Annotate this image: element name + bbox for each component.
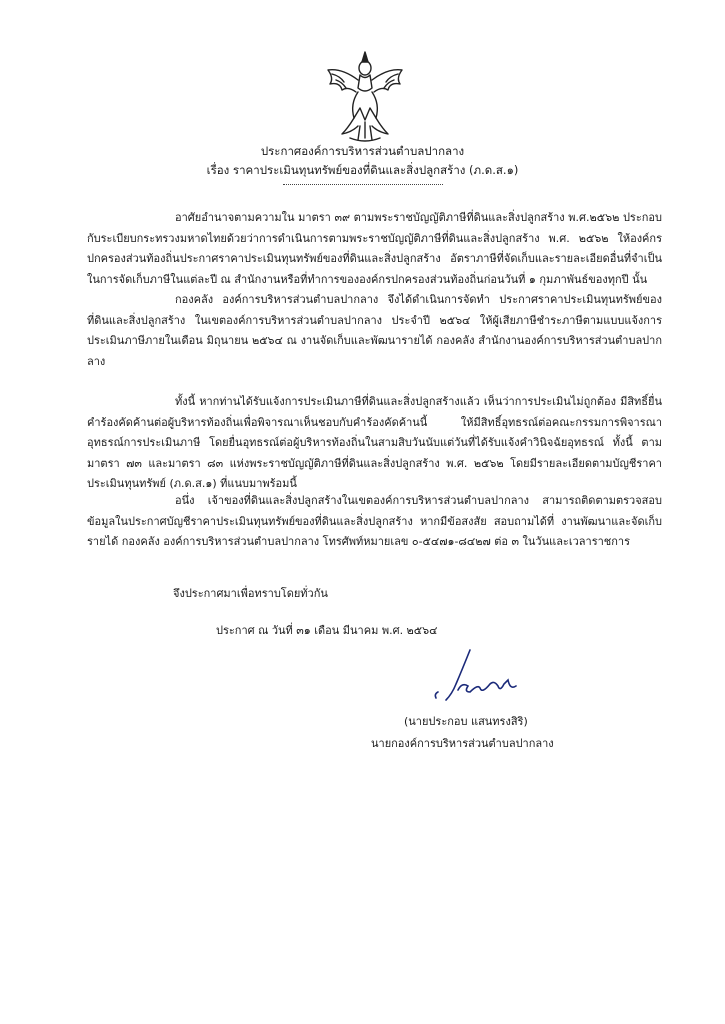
paragraph-appeal-rights: ทั้งนี้ หากท่านได้รับแจ้งการประเมินภาษีที่ดินและสิ่งปลูกสร้างแล้ว เห็นว่าการประเมินไม่ถูกต้อง มีสิทธิ์ยื่นคำร้องคัดค้านต่อผู้บริหารท้องถิ่นเพื่อพิจารณาเห็นชอบกับคำร้องคัดค้านนี้ ให้มีสิทธิ์อุทธรณ์ต่อคณะกรรมการพิจารณาอุทธรณ์การประเมินภาษี โดยยื่นอุทธรณ์ต่อผู้บริหารท้องถิ่นในสามสิบวันนับแต่วันที่ได้รับแจ้งคำวินิจฉัยอุทธรณ์ ทั้งนี้ ตามมาตรา ๗๓ และมาตรา ๘๓ แห่งพระราชบัญญัติภาษีที่ดินและสิ่งปลูกสร้าง พ.ศ. ๒๕๖๒ โดยมีรายละเอียดตามบัญชีราคาประเมินทุนทรัพย์ (ภ.ด.ส.๑) ที่แนบมาพร้อมนี้ — [87, 395, 662, 491]
paragraph-authority: อาศัยอำนาจตามความใน มาตรา ๓๙ ตามพระราชบัญญัติภาษีที่ดินและสิ่งปลูกสร้าง พ.ศ.๒๕๖๒ ประกอบกับระเบียบกระทรวงมหาดไทยด้วยว่าการดำเนินการตามพระราชบัญญัติภาษีที่ดินและสิ่งปลูกสร้าง พ.ศ. ๒๕๖๒ ให้องค์กรปกครองส่วนท้องถิ่นประกาศราคาประเมินทุนทรัพย์ของที่ดินและสิ่งปลูกสร้าง อัตราภาษีที่จัดเก็บและรายละเอียดอื่นที่จำเป็นในการจัดเก็บภาษีในแต่ละปี ณ สำนักงานหรือที่ทำการขององค์กรปกครองส่วนท้องถิ่นก่อนวันที่ ๑ กุมภาพันธ์ของทุกปี นั้น — [87, 211, 662, 286]
dotted-divider — [283, 184, 443, 185]
announcement-subject: เรื่อง ราคาประเมินทุนทรัพย์ของที่ดินและสิ่งปลูกสร้าง (ภ.ด.ส.๑) — [206, 163, 519, 177]
signer-position: นายกองค์การบริหารส่วนตำบลปากลาง — [371, 737, 554, 750]
announcement-date: ประกาศ ณ วันที่ ๓๑ เดือน มีนาคม พ.ศ. ๒๕๖๔ — [216, 624, 438, 637]
paragraph-contact-info: อนึ่ง เจ้าของที่ดินและสิ่งปลูกสร้างในเขตองค์การบริหารส่วนตำบลปากลาง สามารถติดตามตรวจสอบข้อมูลในประกาศบัญชีราคาประเมินทุนทรัพย์ของที่ดินและสิ่งปลูกสร้าง หากมีข้อสงสัย สอบถามได้ที่ งานพัฒนาและจัดเก็บรายได้ กองคลัง องค์การบริหารส่วนตำบลปากลาง โทรศัพท์หมายเลข ๐-๕๔๗๑-๘๔๒๗ ต่อ ๓ ในวันและเวลาราชการ — [87, 494, 662, 549]
garuda-emblem-icon — [320, 48, 410, 144]
closing-statement: จึงประกาศมาเพื่อทราบโดยทั่วกัน — [173, 587, 328, 600]
paragraph-tax-preparation: กองคลัง องค์การบริหารส่วนตำบลปากลาง จึงได้ดำเนินการจัดทำ ประกาศราคาประเมินทุนทรัพย์ของที่ดินและสิ่งปลูกสร้าง ในเขตองค์การบริหารส่วนตำบลปากลาง ประจำปี ๒๕๖๔ ให้ผู้เสียภาษีชำระภาษีตามแบบแจ้งการประเมินภาษีภายในเดือน มิถุนายน ๒๕๖๔ ณ งานจัดเก็บและพัฒนารายได้ กองคลัง สำนักงานองค์การบริหารส่วนตำบลปากลาง — [87, 293, 662, 368]
signature-icon — [412, 646, 522, 706]
announcement-title: ประกาศองค์การบริหารส่วนตำบลปากลาง — [260, 144, 465, 158]
signer-name: (นายประกอบ แสนทรงสิริ) — [404, 715, 528, 728]
